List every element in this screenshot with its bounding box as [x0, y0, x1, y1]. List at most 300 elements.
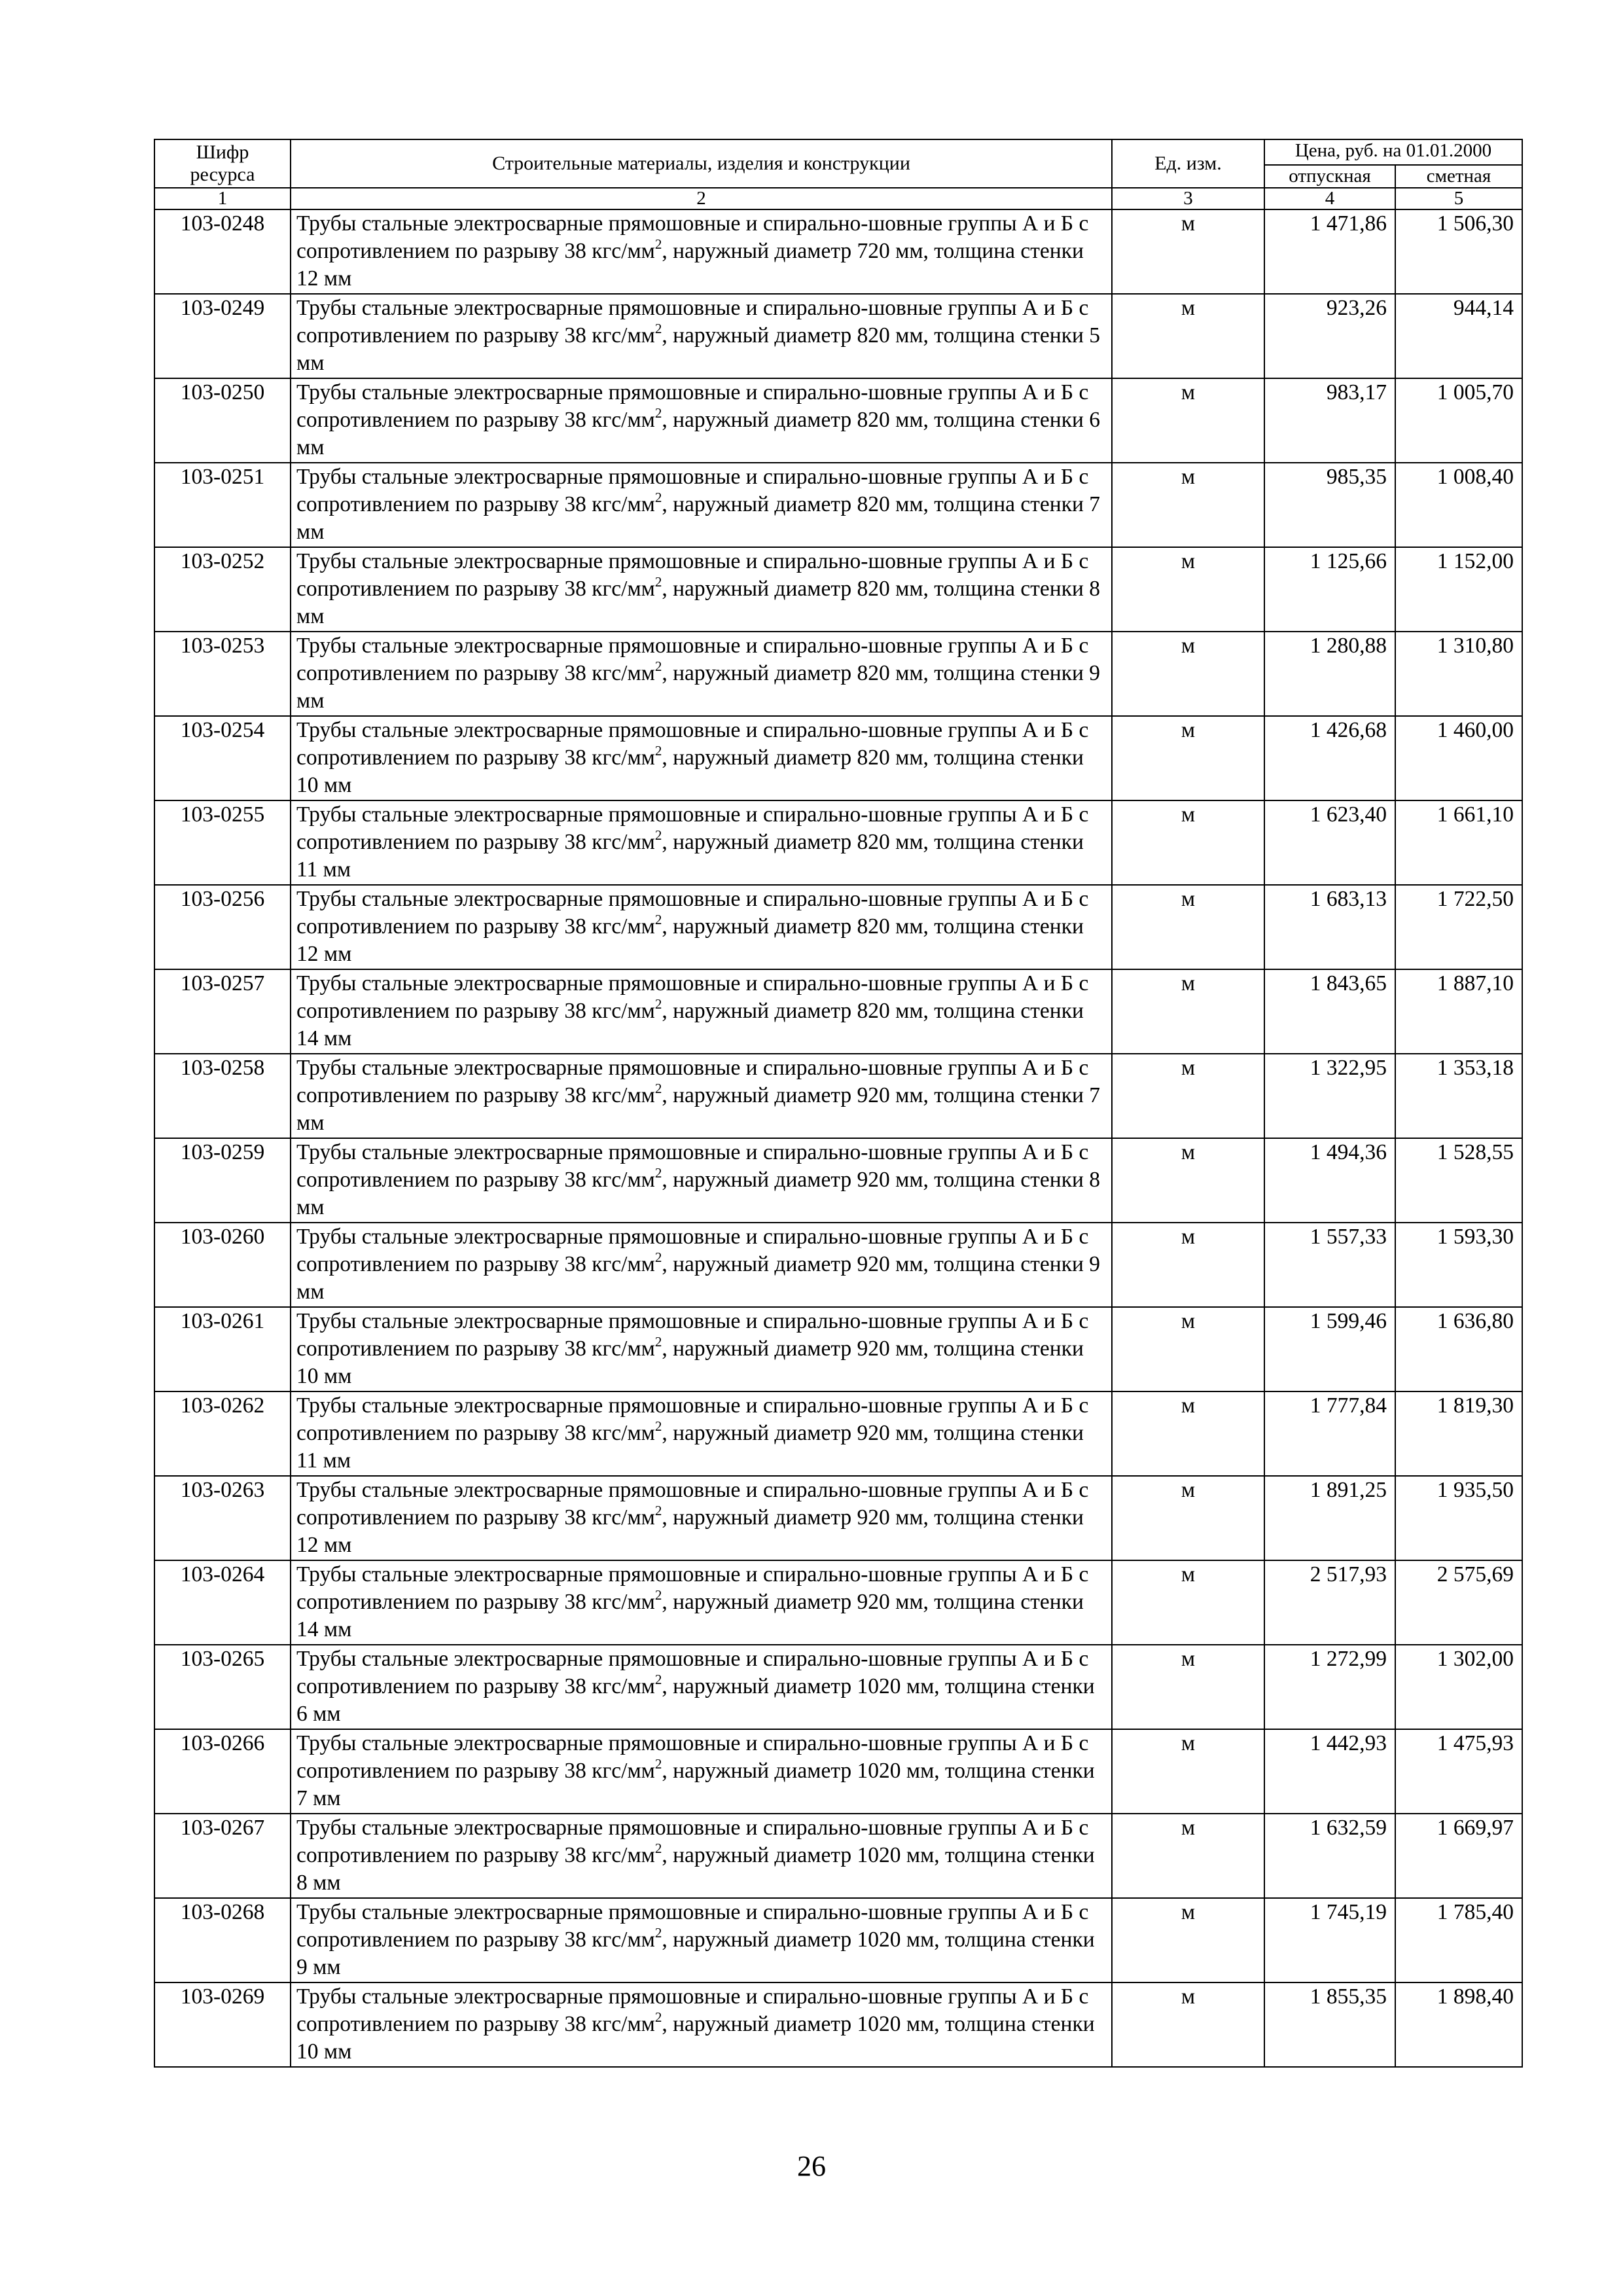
desc-wall: мм, толщина стенки: [889, 1505, 1084, 1530]
material-description: [291, 969, 1112, 1054]
header-materials: Строительные материалы, изделия и конструкции: [291, 139, 1112, 188]
desc-wall: мм, толщина стенки: [901, 1759, 1095, 1783]
material-description: [291, 1729, 1112, 1814]
desc-superscript: 2: [654, 1418, 662, 1434]
desc-prefix: Трубы стальные электросварные прямошовные и спирально-шовные группы А и Б с сопротивлением по разрыву 38 кгс/мм: [296, 1900, 1089, 1952]
desc-suffix: мм: [318, 1026, 352, 1050]
pipe-diameter: 820: [857, 492, 890, 516]
unit-of-measure: м: [1112, 1138, 1264, 1223]
resource-code: 103-0250: [154, 378, 291, 463]
desc-wall: мм, толщина стенки: [901, 1928, 1095, 1952]
desc-wall: мм, толщина стенки: [889, 239, 1084, 263]
material-description: [291, 1307, 1112, 1391]
material-description: [291, 1982, 1112, 2067]
desc-suffix: мм: [317, 857, 351, 882]
resource-code: 103-0256: [154, 885, 291, 969]
table-row: [154, 1223, 1522, 1307]
desc-prefix: Трубы стальные электросварные прямошовные и спирально-шовные группы А и Б с сопротивлением по разрыву 38 кгс/мм: [296, 1731, 1089, 1783]
estimate-price: 1 528,55: [1395, 1138, 1522, 1223]
table-row: [154, 800, 1522, 885]
wall-thickness: 8: [1089, 1168, 1101, 1192]
desc-superscript: 2: [654, 1840, 662, 1856]
desc-superscript: 2: [654, 1587, 662, 1603]
resource-code: 103-0264: [154, 1560, 291, 1645]
release-price: 1 557,33: [1264, 1223, 1395, 1307]
desc-prefix: Трубы стальные электросварные прямошовные и спирально-шовные группы А и Б с сопротивлением по разрыву 38 кгс/мм: [296, 634, 1089, 685]
material-description: [291, 1054, 1112, 1138]
resource-code: 103-0269: [154, 1982, 291, 2067]
unit-of-measure: м: [1112, 378, 1264, 463]
estimate-price: 1 475,93: [1395, 1729, 1522, 1814]
desc-wall: мм, толщина стенки: [889, 1590, 1084, 1614]
wall-thickness: 14: [296, 1617, 319, 1641]
desc-wall: мм, толщина стенки: [889, 1336, 1084, 1361]
desc-suffix: мм: [296, 351, 325, 375]
column-number: 5: [1395, 188, 1522, 209]
desc-prefix: Трубы стальные электросварные прямошовные и спирально-шовные группы А и Б с сопротивлением по разрыву 38 кгс/мм: [296, 380, 1089, 432]
estimate-price: 1 785,40: [1395, 1898, 1522, 1982]
desc-middle: , наружный диаметр: [662, 492, 857, 516]
desc-suffix: мм: [296, 1111, 325, 1135]
unit-of-measure: м: [1112, 463, 1264, 547]
release-price: 985,35: [1264, 463, 1395, 547]
wall-thickness: 9: [296, 1955, 308, 1979]
resource-code: 103-0255: [154, 800, 291, 885]
desc-superscript: 2: [654, 320, 662, 336]
table-row: [154, 1560, 1522, 1645]
desc-prefix: Трубы стальные электросварные прямошовные и спирально-шовные группы А и Б с сопротивлением по разрыву 38 кгс/мм: [296, 211, 1089, 263]
release-price: 1 632,59: [1264, 1814, 1395, 1898]
release-price: 1 891,25: [1264, 1476, 1395, 1560]
unit-of-measure: м: [1112, 716, 1264, 800]
desc-superscript: 2: [654, 911, 662, 927]
pipe-diameter: 820: [857, 323, 890, 348]
pipe-diameter: 920: [857, 1252, 890, 1276]
table-row: [154, 294, 1522, 378]
wall-thickness: 12: [296, 1533, 319, 1557]
desc-middle: , наружный диаметр: [662, 408, 857, 432]
desc-middle: , наружный диаметр: [662, 239, 857, 263]
resource-code: 103-0259: [154, 1138, 291, 1223]
desc-wall: мм, толщина стенки: [889, 830, 1084, 854]
wall-thickness: 10: [296, 773, 319, 797]
release-price: 1 280,88: [1264, 632, 1395, 716]
material-description: [291, 378, 1112, 463]
resource-code: 103-0265: [154, 1645, 291, 1729]
wall-thickness: 9: [1089, 661, 1101, 685]
desc-superscript: 2: [654, 489, 662, 505]
desc-superscript: 2: [654, 236, 662, 252]
column-number: 1: [154, 188, 291, 209]
table-row: [154, 969, 1522, 1054]
desc-wall: мм, толщина стенки: [889, 323, 1090, 348]
desc-superscript: 2: [654, 996, 662, 1012]
unit-of-measure: м: [1112, 1729, 1264, 1814]
desc-prefix: Трубы стальные электросварные прямошовные и спирально-шовные группы А и Б с сопротивлением по разрыву 38 кгс/мм: [296, 1393, 1089, 1445]
desc-prefix: Трубы стальные электросварные прямошовные и спирально-шовные группы А и Б с сопротивлением по разрыву 38 кгс/мм: [296, 1225, 1089, 1276]
pipe-diameter: 820: [857, 577, 890, 601]
table-row: [154, 1391, 1522, 1476]
desc-prefix: Трубы стальные электросварные прямошовные и спирально-шовные группы А и Б с сопротивлением по разрыву 38 кгс/мм: [296, 1056, 1089, 1107]
material-description: [291, 547, 1112, 632]
desc-suffix: мм: [296, 520, 325, 544]
pipe-diameter: 920: [857, 1336, 890, 1361]
table-row: [154, 463, 1522, 547]
release-price: 1 125,66: [1264, 547, 1395, 632]
table-row: [154, 1476, 1522, 1560]
page-number: 26: [797, 2150, 826, 2182]
desc-suffix: мм: [317, 1448, 351, 1473]
header-code-line1: Шифр: [196, 141, 249, 163]
wall-thickness: 8: [1089, 577, 1101, 601]
desc-suffix: мм: [296, 435, 325, 459]
desc-middle: , наружный диаметр: [662, 745, 857, 770]
resource-code: 103-0252: [154, 547, 291, 632]
desc-prefix: Трубы стальные электросварные прямошовные и спирально-шовные группы А и Б с сопротивлением по разрыву 38 кгс/мм: [296, 1984, 1089, 2036]
resource-code: 103-0248: [154, 209, 291, 294]
desc-wall: мм, толщина стенки: [889, 1168, 1090, 1192]
desc-prefix: Трубы стальные электросварные прямошовные и спирально-шовные группы А и Б с сопротивлением по разрыву 38 кгс/мм: [296, 1309, 1089, 1361]
header-price-group: Цена, руб. на 01.01.2000: [1264, 139, 1522, 165]
desc-middle: , наружный диаметр: [662, 577, 857, 601]
desc-middle: , наружный диаметр: [662, 914, 857, 939]
material-description: [291, 209, 1112, 294]
estimate-price: 1 887,10: [1395, 969, 1522, 1054]
unit-of-measure: м: [1112, 1223, 1264, 1307]
table-row: [154, 885, 1522, 969]
estimate-price: 1 005,70: [1395, 378, 1522, 463]
table-row: [154, 1898, 1522, 1982]
desc-superscript: 2: [654, 2009, 662, 2025]
desc-middle: , наружный диаметр: [662, 999, 857, 1023]
release-price: 1 623,40: [1264, 800, 1395, 885]
desc-prefix: Трубы стальные электросварные прямошовные и спирально-шовные группы А и Б с сопротивлением по разрыву 38 кгс/мм: [296, 1647, 1089, 1698]
resource-code: 103-0262: [154, 1391, 291, 1476]
desc-superscript: 2: [654, 1249, 662, 1265]
desc-middle: , наружный диаметр: [662, 1759, 857, 1783]
table-row: [154, 1307, 1522, 1391]
desc-prefix: Трубы стальные электросварные прямошовные и спирально-шовные группы А и Б с сопротивлением по разрыву 38 кгс/мм: [296, 296, 1089, 348]
unit-of-measure: м: [1112, 1982, 1264, 2067]
desc-middle: , наружный диаметр: [662, 1252, 857, 1276]
header-code-line2: ресурса: [190, 164, 255, 185]
unit-of-measure: м: [1112, 1645, 1264, 1729]
unit-of-measure: м: [1112, 800, 1264, 885]
desc-suffix: мм: [318, 1533, 352, 1557]
unit-of-measure: м: [1112, 1391, 1264, 1476]
release-price: 1 471,86: [1264, 209, 1395, 294]
release-price: 2 517,93: [1264, 1560, 1395, 1645]
resource-code: 103-0260: [154, 1223, 291, 1307]
resource-code: 103-0258: [154, 1054, 291, 1138]
table-body: [154, 209, 1522, 2067]
table-row: [154, 1645, 1522, 1729]
desc-middle: , наружный диаметр: [662, 1336, 857, 1361]
unit-of-measure: м: [1112, 1898, 1264, 1982]
pipe-diameter: 820: [857, 661, 890, 685]
material-description: [291, 1814, 1112, 1898]
material-description: [291, 1898, 1112, 1982]
unit-of-measure: м: [1112, 1476, 1264, 1560]
table-row: [154, 547, 1522, 632]
estimate-price: 1 353,18: [1395, 1054, 1522, 1138]
pipe-diameter: 720: [857, 239, 890, 263]
unit-of-measure: м: [1112, 547, 1264, 632]
pipe-diameter: 1020: [857, 1674, 901, 1698]
desc-prefix: Трубы стальные электросварные прямошовные и спирально-шовные группы А и Б с сопротивлением по разрыву 38 кгс/мм: [296, 1140, 1089, 1192]
desc-wall: мм, толщина стенки: [889, 577, 1090, 601]
table-row: [154, 1814, 1522, 1898]
unit-of-measure: м: [1112, 969, 1264, 1054]
release-price: 1 777,84: [1264, 1391, 1395, 1476]
desc-suffix: мм: [318, 266, 352, 291]
estimate-price: 1 669,97: [1395, 1814, 1522, 1898]
pipe-diameter: 920: [857, 1168, 890, 1192]
estimate-price: 1 593,30: [1395, 1223, 1522, 1307]
unit-of-measure: м: [1112, 1054, 1264, 1138]
desc-middle: , наружный диаметр: [662, 1168, 857, 1192]
release-price: 1 745,19: [1264, 1898, 1395, 1982]
unit-of-measure: м: [1112, 294, 1264, 378]
estimate-price: 1 819,30: [1395, 1391, 1522, 1476]
table-row: [154, 1729, 1522, 1814]
resource-code: 103-0253: [154, 632, 291, 716]
resource-code: 103-0268: [154, 1898, 291, 1982]
pipe-diameter: 820: [857, 830, 890, 854]
table-row: [154, 1982, 1522, 2067]
desc-suffix: мм: [318, 773, 352, 797]
desc-middle: , наружный диаметр: [662, 1083, 857, 1107]
desc-wall: мм, толщина стенки: [889, 1421, 1084, 1445]
estimate-price: 1 661,10: [1395, 800, 1522, 885]
pipe-diameter: 1020: [857, 1843, 901, 1867]
wall-thickness: 14: [296, 1026, 319, 1050]
estimate-price: 1 460,00: [1395, 716, 1522, 800]
material-description: [291, 1476, 1112, 1560]
resource-code: 103-0267: [154, 1814, 291, 1898]
pipe-diameter: 920: [857, 1421, 890, 1445]
release-price: 1 843,65: [1264, 969, 1395, 1054]
desc-wall: мм, толщина стенки: [889, 492, 1090, 516]
header-code: [154, 139, 291, 188]
wall-thickness: 12: [296, 266, 319, 291]
desc-prefix: Трубы стальные электросварные прямошовные и спирально-шовные группы А и Б с сопротивлением по разрыву 38 кгс/мм: [296, 549, 1089, 601]
resource-code: 103-0254: [154, 716, 291, 800]
header-release: отпускная: [1264, 165, 1395, 188]
desc-suffix: мм: [318, 1364, 352, 1388]
release-price: 1 272,99: [1264, 1645, 1395, 1729]
desc-prefix: Трубы стальные электросварные прямошовные и спирально-шовные группы А и Б с сопротивлением по разрыву 38 кгс/мм: [296, 1816, 1089, 1867]
desc-superscript: 2: [654, 1924, 662, 1941]
pipe-diameter: 1020: [857, 1759, 901, 1783]
desc-superscript: 2: [654, 1164, 662, 1181]
desc-middle: , наружный диаметр: [662, 1590, 857, 1614]
pipe-diameter: 1020: [857, 1928, 901, 1952]
desc-prefix: Трубы стальные электросварные прямошовные и спирально-шовные группы А и Б с сопротивлением по разрыву 38 кгс/мм: [296, 1478, 1089, 1530]
desc-superscript: 2: [654, 1671, 662, 1687]
header-estimate: сметная: [1395, 165, 1522, 188]
wall-thickness: 10: [296, 2039, 319, 2064]
estimate-price: 1 152,00: [1395, 547, 1522, 632]
desc-superscript: 2: [654, 573, 662, 590]
desc-suffix: мм: [296, 689, 325, 713]
resource-code: 103-0249: [154, 294, 291, 378]
desc-wall: мм, толщина стенки: [889, 999, 1084, 1023]
wall-thickness: 11: [296, 857, 318, 882]
desc-suffix: мм: [318, 2039, 352, 2064]
material-description: [291, 463, 1112, 547]
desc-suffix: мм: [296, 1280, 325, 1304]
pipe-diameter: 820: [857, 745, 890, 770]
desc-wall: мм, толщина стенки: [889, 661, 1090, 685]
desc-suffix: мм: [307, 1786, 341, 1810]
release-price: 1 599,46: [1264, 1307, 1395, 1391]
table-header: [154, 139, 1522, 209]
desc-middle: , наружный диаметр: [662, 1928, 857, 1952]
desc-suffix: мм: [318, 1617, 352, 1641]
pipe-diameter: 920: [857, 1083, 890, 1107]
wall-thickness: 6: [296, 1702, 308, 1726]
desc-prefix: Трубы стальные электросварные прямошовные и спирально-шовные группы А и Б с сопротивлением по разрыву 38 кгс/мм: [296, 971, 1089, 1023]
desc-suffix: мм: [318, 942, 352, 966]
desc-middle: , наружный диаметр: [662, 323, 857, 348]
desc-prefix: Трубы стальные электросварные прямошовные и спирально-шовные группы А и Б с сопротивлением по разрыву 38 кгс/мм: [296, 887, 1089, 939]
release-price: 923,26: [1264, 294, 1395, 378]
wall-thickness: 6: [1089, 408, 1101, 432]
material-description: [291, 632, 1112, 716]
desc-suffix: мм: [296, 604, 325, 628]
desc-superscript: 2: [654, 742, 662, 759]
estimate-price: 1 935,50: [1395, 1476, 1522, 1560]
table-row: [154, 1054, 1522, 1138]
desc-middle: , наружный диаметр: [662, 661, 857, 685]
wall-thickness: 11: [296, 1448, 318, 1473]
material-description: [291, 1560, 1112, 1645]
wall-thickness: 7: [1089, 1083, 1101, 1107]
estimate-price: 1 008,40: [1395, 463, 1522, 547]
release-price: 1 683,13: [1264, 885, 1395, 969]
header-unit: Ед. изм.: [1112, 139, 1264, 188]
desc-suffix: мм: [307, 1955, 341, 1979]
material-description: [291, 1645, 1112, 1729]
pipe-diameter: 920: [857, 1505, 890, 1530]
desc-middle: , наружный диаметр: [662, 830, 857, 854]
desc-wall: мм, толщина стенки: [889, 1083, 1090, 1107]
column-number: 4: [1264, 188, 1395, 209]
release-price: 1 322,95: [1264, 1054, 1395, 1138]
material-description: [291, 294, 1112, 378]
resource-code: 103-0251: [154, 463, 291, 547]
desc-wall: мм, толщина стенки: [901, 2012, 1095, 2036]
pipe-diameter: 820: [857, 408, 890, 432]
release-price: 1 494,36: [1264, 1138, 1395, 1223]
estimate-price: 1 302,00: [1395, 1645, 1522, 1729]
pipe-diameter: 820: [857, 914, 890, 939]
table-row: [154, 1138, 1522, 1223]
unit-of-measure: м: [1112, 1560, 1264, 1645]
desc-superscript: 2: [654, 1080, 662, 1096]
unit-of-measure: м: [1112, 632, 1264, 716]
desc-suffix: мм: [296, 1195, 325, 1219]
estimate-price: 1 506,30: [1395, 209, 1522, 294]
desc-wall: мм, толщина стенки: [901, 1843, 1095, 1867]
release-price: 1 426,68: [1264, 716, 1395, 800]
material-description: [291, 716, 1112, 800]
wall-thickness: 7: [296, 1786, 308, 1810]
material-description: [291, 885, 1112, 969]
resource-code: 103-0263: [154, 1476, 291, 1560]
desc-wall: мм, толщина стенки: [889, 914, 1084, 939]
release-price: 983,17: [1264, 378, 1395, 463]
wall-thickness: 10: [296, 1364, 319, 1388]
material-description: [291, 1223, 1112, 1307]
table-row: [154, 209, 1522, 294]
desc-superscript: 2: [654, 1755, 662, 1772]
estimate-price: 1 636,80: [1395, 1307, 1522, 1391]
table-row: [154, 378, 1522, 463]
desc-superscript: 2: [654, 827, 662, 843]
material-description: [291, 1138, 1112, 1223]
release-price: 1 855,35: [1264, 1982, 1395, 2067]
desc-wall: мм, толщина стенки: [889, 1252, 1090, 1276]
estimate-price: 944,14: [1395, 294, 1522, 378]
desc-prefix: Трубы стальные электросварные прямошовные и спирально-шовные группы А и Б с сопротивлением по разрыву 38 кгс/мм: [296, 465, 1089, 516]
desc-prefix: Трубы стальные электросварные прямошовные и спирально-шовные группы А и Б с сопротивлением по разрыву 38 кгс/мм: [296, 1562, 1089, 1614]
desc-superscript: 2: [654, 1502, 662, 1518]
desc-suffix: мм: [307, 1871, 341, 1895]
estimate-price: 1 722,50: [1395, 885, 1522, 969]
wall-thickness: 7: [1089, 492, 1101, 516]
resource-code: 103-0261: [154, 1307, 291, 1391]
desc-wall: мм, толщина стенки: [889, 745, 1084, 770]
pipe-diameter: 920: [857, 1590, 890, 1614]
desc-middle: , наружный диаметр: [662, 1843, 857, 1867]
resource-code: 103-0257: [154, 969, 291, 1054]
unit-of-measure: м: [1112, 1307, 1264, 1391]
estimate-price: 2 575,69: [1395, 1560, 1522, 1645]
estimate-price: 1 310,80: [1395, 632, 1522, 716]
desc-middle: , наружный диаметр: [662, 1674, 857, 1698]
desc-superscript: 2: [654, 1333, 662, 1350]
desc-middle: , наружный диаметр: [662, 2012, 857, 2036]
desc-wall: мм, толщина стенки: [901, 1674, 1095, 1698]
desc-middle: , наружный диаметр: [662, 1421, 857, 1445]
column-number: 3: [1112, 188, 1264, 209]
table-row: [154, 716, 1522, 800]
wall-thickness: 12: [296, 942, 319, 966]
resource-code: 103-0266: [154, 1729, 291, 1814]
material-description: [291, 1391, 1112, 1476]
unit-of-measure: м: [1112, 209, 1264, 294]
release-price: 1 442,93: [1264, 1729, 1395, 1814]
price-table: [154, 139, 1523, 2068]
desc-superscript: 2: [654, 658, 662, 674]
unit-of-measure: м: [1112, 885, 1264, 969]
column-number: 2: [291, 188, 1112, 209]
pipe-diameter: 1020: [857, 2012, 901, 2036]
desc-middle: , наружный диаметр: [662, 1505, 857, 1530]
estimate-price: 1 898,40: [1395, 1982, 1522, 2067]
desc-suffix: мм: [307, 1702, 341, 1726]
desc-superscript: 2: [654, 404, 662, 421]
table-row: [154, 632, 1522, 716]
wall-thickness: 9: [1089, 1252, 1101, 1276]
desc-wall: мм, толщина стенки: [889, 408, 1090, 432]
desc-prefix: Трубы стальные электросварные прямошовные и спирально-шовные группы А и Б с сопротивлением по разрыву 38 кгс/мм: [296, 802, 1089, 854]
wall-thickness: 5: [1089, 323, 1101, 348]
unit-of-measure: м: [1112, 1814, 1264, 1898]
material-description: [291, 800, 1112, 885]
